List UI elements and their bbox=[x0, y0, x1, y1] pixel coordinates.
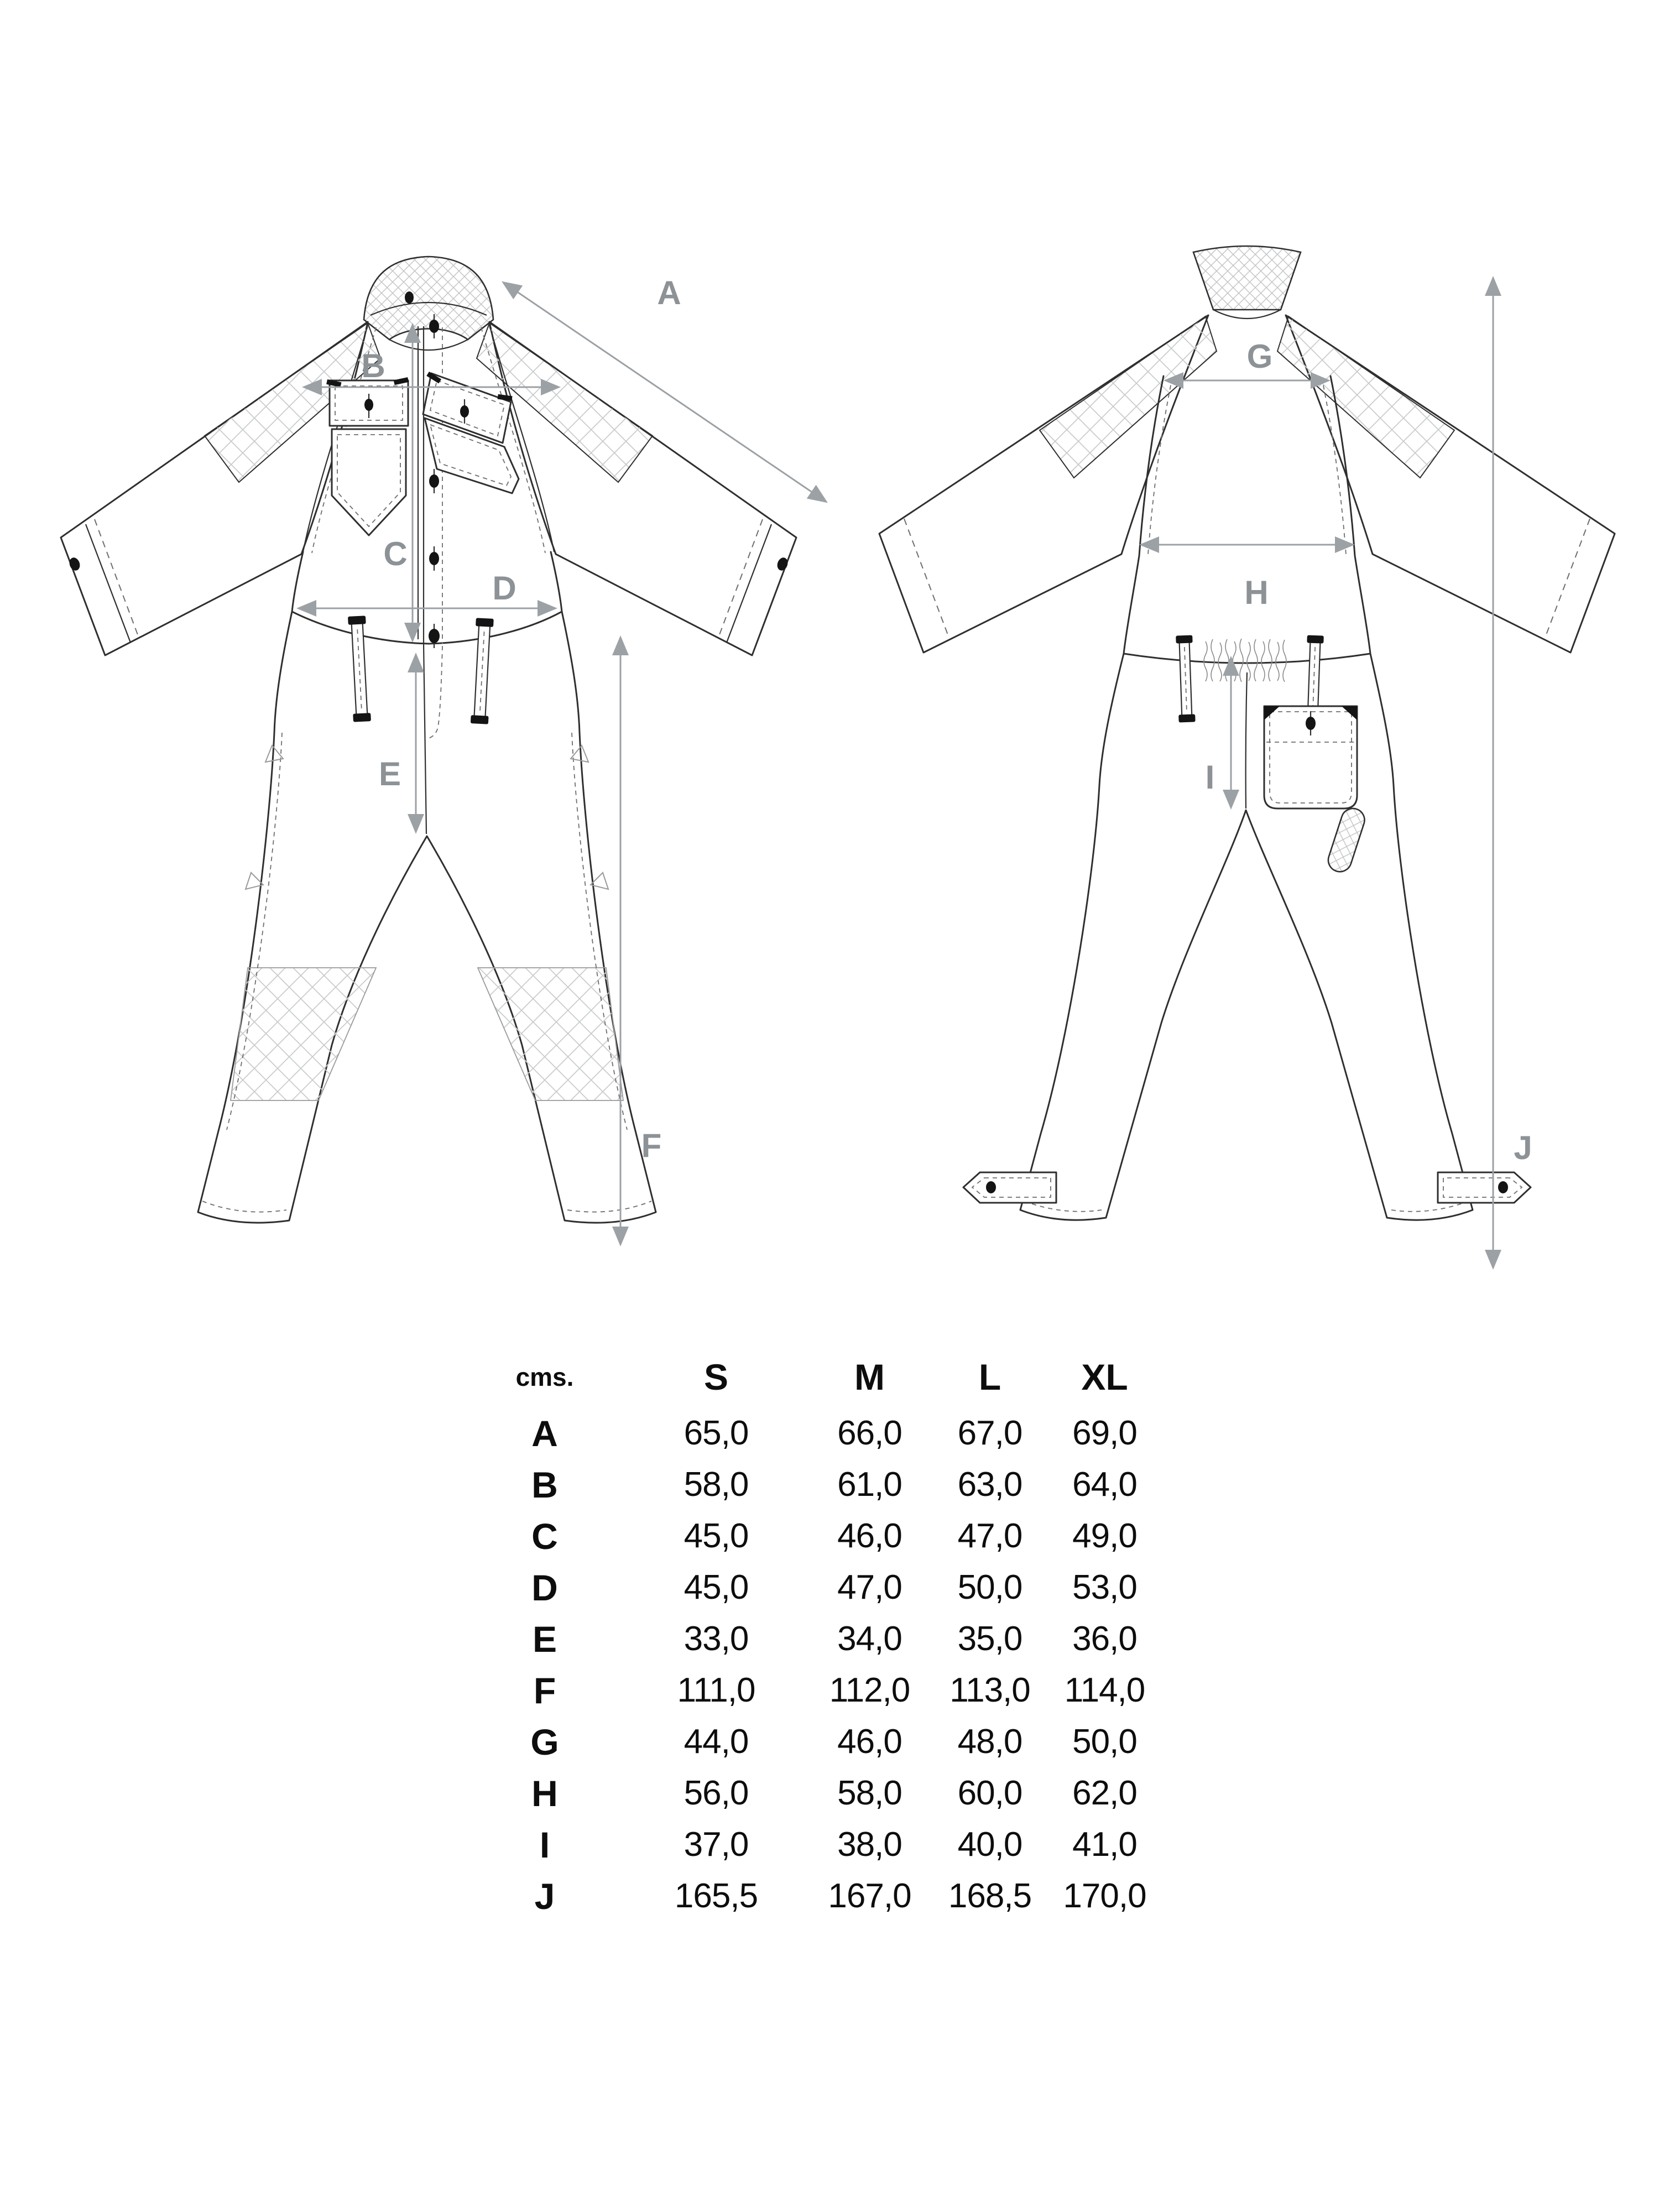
size-value-cell: 46,0 bbox=[837, 1723, 902, 1761]
size-value-cell: 69,0 bbox=[1072, 1414, 1137, 1452]
front-collar bbox=[364, 257, 493, 350]
size-value-cell: 113,0 bbox=[950, 1671, 1030, 1709]
row-label: E bbox=[532, 1618, 557, 1660]
back-ankle-tab-right bbox=[1438, 1172, 1531, 1203]
dim-label-d: D bbox=[492, 570, 517, 607]
front-waist-seam bbox=[292, 612, 562, 644]
front-knee-patch-left bbox=[231, 968, 376, 1100]
dim-label-a: A bbox=[657, 274, 681, 311]
size-value-cell: 112,0 bbox=[829, 1671, 910, 1709]
size-value-cell: 41,0 bbox=[1072, 1825, 1137, 1864]
front-view-drawing bbox=[22, 232, 835, 1266]
back-view-drawing bbox=[846, 232, 1659, 1266]
size-value-cell: 168,5 bbox=[948, 1877, 1032, 1915]
size-value-cell: 36,0 bbox=[1072, 1620, 1137, 1658]
back-body-outline bbox=[1020, 654, 1473, 1220]
size-value-cell: 60,0 bbox=[957, 1774, 1022, 1812]
size-value-cell: 44,0 bbox=[684, 1723, 749, 1761]
table-row bbox=[465, 1716, 1161, 1767]
dim-label-h: H bbox=[1244, 574, 1269, 611]
size-table bbox=[465, 1347, 1161, 1922]
dim-label-b: B bbox=[361, 347, 385, 384]
dim-label-c: C bbox=[383, 535, 408, 572]
size-value-cell: 35,0 bbox=[957, 1620, 1022, 1658]
size-value-cell: 165,5 bbox=[674, 1877, 758, 1915]
size-value-cell: 33,0 bbox=[684, 1620, 749, 1658]
front-drawcord-tab-right bbox=[471, 618, 494, 724]
row-label: F bbox=[533, 1670, 556, 1711]
size-value-cell: 63,0 bbox=[957, 1465, 1022, 1504]
size-value-cell: 167,0 bbox=[828, 1877, 911, 1915]
size-value-cell: 50,0 bbox=[957, 1568, 1022, 1606]
size-header-s: S bbox=[703, 1357, 729, 1397]
size-value-cell: 53,0 bbox=[1072, 1568, 1137, 1606]
size-value-cell: 170,0 bbox=[1063, 1877, 1146, 1915]
size-value-cell: 37,0 bbox=[684, 1825, 749, 1864]
size-header-m: M bbox=[854, 1357, 885, 1397]
size-value-cell: 45,0 bbox=[684, 1568, 749, 1606]
size-header-l: L bbox=[978, 1357, 1001, 1397]
size-value-cell: 47,0 bbox=[837, 1568, 902, 1606]
row-label: I bbox=[539, 1824, 550, 1865]
front-drawcord-tab-left bbox=[348, 615, 371, 722]
row-label: B bbox=[531, 1464, 558, 1505]
size-value-cell: 56,0 bbox=[684, 1774, 749, 1812]
back-elastic-shirring bbox=[1204, 639, 1286, 682]
size-value-cell: 66,0 bbox=[837, 1414, 902, 1452]
front-chest-pocket-right bbox=[423, 372, 519, 493]
size-header-xl: XL bbox=[1081, 1357, 1128, 1397]
size-value-cell: 64,0 bbox=[1072, 1465, 1137, 1504]
dim-label-f: F bbox=[641, 1127, 662, 1164]
row-label: C bbox=[531, 1515, 558, 1557]
size-value-cell: 45,0 bbox=[684, 1517, 749, 1555]
back-pocket-loop bbox=[1326, 806, 1368, 875]
table-row bbox=[465, 1819, 1161, 1870]
row-label: J bbox=[534, 1875, 555, 1917]
size-value-cell: 61,0 bbox=[837, 1465, 902, 1504]
table-row bbox=[465, 1562, 1161, 1613]
size-value-cell: 47,0 bbox=[957, 1517, 1022, 1555]
row-label: D bbox=[531, 1567, 558, 1608]
table-row bbox=[465, 1870, 1161, 1922]
size-value-cell: 62,0 bbox=[1072, 1774, 1137, 1812]
dim-label-g: G bbox=[1246, 338, 1273, 375]
size-value-cell: 114,0 bbox=[1064, 1671, 1145, 1709]
table-row bbox=[465, 1407, 1161, 1459]
table-row bbox=[465, 1613, 1161, 1665]
size-value-cell: 50,0 bbox=[1072, 1723, 1137, 1761]
size-value-cell: 46,0 bbox=[837, 1517, 902, 1555]
size-value-cell: 58,0 bbox=[837, 1774, 902, 1812]
size-value-cell: 48,0 bbox=[957, 1723, 1022, 1761]
dim-label-e: E bbox=[378, 755, 401, 792]
table-row bbox=[465, 1665, 1161, 1716]
size-value-cell: 67,0 bbox=[957, 1414, 1022, 1452]
size-table-header-row bbox=[465, 1347, 1161, 1407]
row-label: A bbox=[531, 1412, 558, 1454]
size-value-cell: 34,0 bbox=[837, 1620, 902, 1658]
back-pocket bbox=[1264, 706, 1357, 808]
row-label: H bbox=[531, 1772, 558, 1814]
dim-label-j: J bbox=[1514, 1129, 1532, 1166]
size-value-cell: 65,0 bbox=[684, 1414, 749, 1452]
row-label: G bbox=[530, 1721, 559, 1762]
dim-label-i: I bbox=[1205, 759, 1215, 796]
size-value-cell: 40,0 bbox=[957, 1825, 1022, 1864]
front-placket-buttons bbox=[429, 314, 440, 648]
front-knee-patch-right bbox=[478, 968, 623, 1100]
size-value-cell: 38,0 bbox=[837, 1825, 902, 1864]
back-ankle-tab-left bbox=[963, 1172, 1056, 1203]
size-value-cell: 58,0 bbox=[684, 1465, 749, 1504]
size-value-cell: 111,0 bbox=[677, 1671, 755, 1709]
back-collar bbox=[1193, 246, 1301, 319]
unit-label: cms. bbox=[515, 1363, 574, 1391]
front-chest-pocket-left bbox=[326, 377, 409, 535]
table-row bbox=[465, 1459, 1161, 1510]
table-row bbox=[465, 1767, 1161, 1819]
back-drawcord-tab-left bbox=[1176, 635, 1195, 723]
front-body-outline bbox=[198, 552, 656, 1223]
table-row bbox=[465, 1510, 1161, 1562]
size-value-cell: 49,0 bbox=[1072, 1517, 1137, 1555]
